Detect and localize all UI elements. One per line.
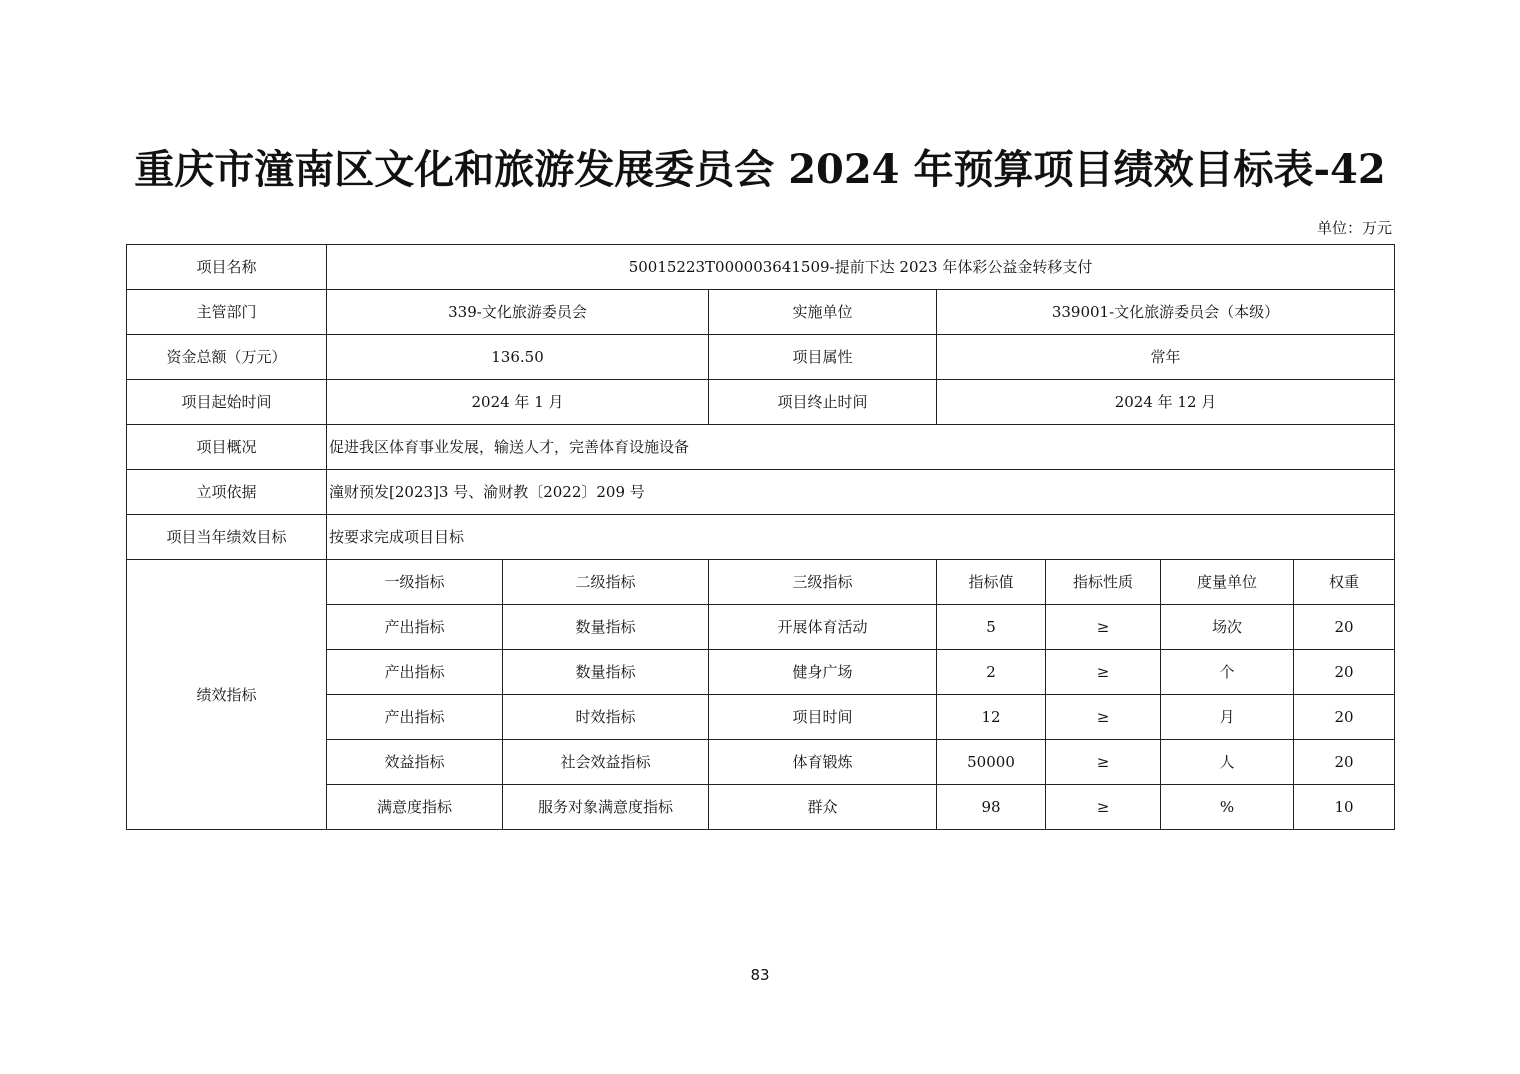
fund-label: 资金总额（万元）	[127, 335, 327, 380]
fund-value: 136.50	[327, 335, 709, 380]
unit-label: 单位：万元	[1316, 219, 1392, 237]
end-label: 项目终止时间	[709, 380, 937, 425]
goal-label: 项目当年绩效目标	[127, 515, 327, 560]
indicator-cell: %	[1161, 785, 1294, 830]
indicator-cell: 社会效益指标	[503, 740, 709, 785]
header-cell: 三级指标	[709, 560, 937, 605]
page-title: 重庆市潼南区文化和旅游发展委员会 2024 年预算项目绩效目标表-42	[134, 146, 1386, 193]
dept-label: 主管部门	[127, 290, 327, 335]
end-value: 2024 年 12 月	[937, 380, 1395, 425]
page-number: 83	[750, 966, 770, 984]
overview-label: 项目概况	[127, 425, 327, 470]
indicator-cell: 满意度指标	[327, 785, 503, 830]
indicator-cell: 项目时间	[709, 695, 937, 740]
indicator-cell: 月	[1161, 695, 1294, 740]
dept-value: 339-文化旅游委员会	[327, 290, 709, 335]
indicator-cell: 服务对象满意度指标	[503, 785, 709, 830]
project-name-value: 50015223T000003641509-提前下达 2023 年体彩公益金转移支付	[327, 245, 1395, 290]
indicator-header-row	[127, 560, 1395, 605]
indicator-cell: 时效指标	[503, 695, 709, 740]
indicator-cell: 效益指标	[327, 740, 503, 785]
indicator-cell: 产出指标	[327, 605, 503, 650]
header-cell: 度量单位	[1161, 560, 1294, 605]
start-label: 项目起始时间	[127, 380, 327, 425]
header-cell: 一级指标	[327, 560, 503, 605]
indicator-cell: ≥	[1046, 740, 1161, 785]
start-value: 2024 年 1 月	[327, 380, 709, 425]
attr-label: 项目属性	[709, 335, 937, 380]
indicator-cell: 20	[1294, 740, 1395, 785]
table-row	[127, 335, 1395, 380]
indicator-cell: 20	[1294, 695, 1395, 740]
table-row	[127, 290, 1395, 335]
indicator-cell: 产出指标	[327, 695, 503, 740]
indicator-cell: 开展体育活动	[709, 605, 937, 650]
attr-value: 常年	[937, 335, 1395, 380]
indicator-cell: 12	[937, 695, 1046, 740]
indicator-cell: 群众	[709, 785, 937, 830]
indicator-cell: ≥	[1046, 695, 1161, 740]
impl-value: 339001-文化旅游委员会（本级）	[937, 290, 1395, 335]
indicator-cell: 2	[937, 650, 1046, 695]
indicator-cell: 5	[937, 605, 1046, 650]
indicator-cell: 健身广场	[709, 650, 937, 695]
basis-value: 潼财预发[2023]3 号、渝财教〔2022〕209 号	[327, 470, 1395, 515]
table-row	[127, 425, 1395, 470]
indicator-cell: 场次	[1161, 605, 1294, 650]
impl-label: 实施单位	[709, 290, 937, 335]
project-name-label: 项目名称	[127, 245, 327, 290]
header-cell: 指标性质	[1046, 560, 1161, 605]
indicator-cell: 体育锻炼	[709, 740, 937, 785]
indicator-cell: ≥	[1046, 605, 1161, 650]
indicators-label: 绩效指标	[127, 560, 327, 830]
header-cell: 二级指标	[503, 560, 709, 605]
header-cell: 权重	[1294, 560, 1395, 605]
table-row	[127, 380, 1395, 425]
indicator-cell: ≥	[1046, 785, 1161, 830]
performance-table	[126, 244, 1395, 830]
indicator-cell: ≥	[1046, 650, 1161, 695]
indicator-cell: 数量指标	[503, 605, 709, 650]
indicator-cell: 个	[1161, 650, 1294, 695]
goal-value: 按要求完成项目目标	[327, 515, 1395, 560]
indicator-cell: 98	[937, 785, 1046, 830]
table-row	[127, 470, 1395, 515]
indicator-cell: 数量指标	[503, 650, 709, 695]
indicator-cell: 10	[1294, 785, 1395, 830]
table-row	[127, 245, 1395, 290]
indicator-cell: 人	[1161, 740, 1294, 785]
overview-value: 促进我区体育事业发展，输送人才，完善体育设施设备	[327, 425, 1395, 470]
indicator-cell: 产出指标	[327, 650, 503, 695]
basis-label: 立项依据	[127, 470, 327, 515]
header-cell: 指标值	[937, 560, 1046, 605]
table-row	[127, 515, 1395, 560]
indicator-cell: 50000	[937, 740, 1046, 785]
indicator-cell: 20	[1294, 650, 1395, 695]
indicator-cell: 20	[1294, 605, 1395, 650]
